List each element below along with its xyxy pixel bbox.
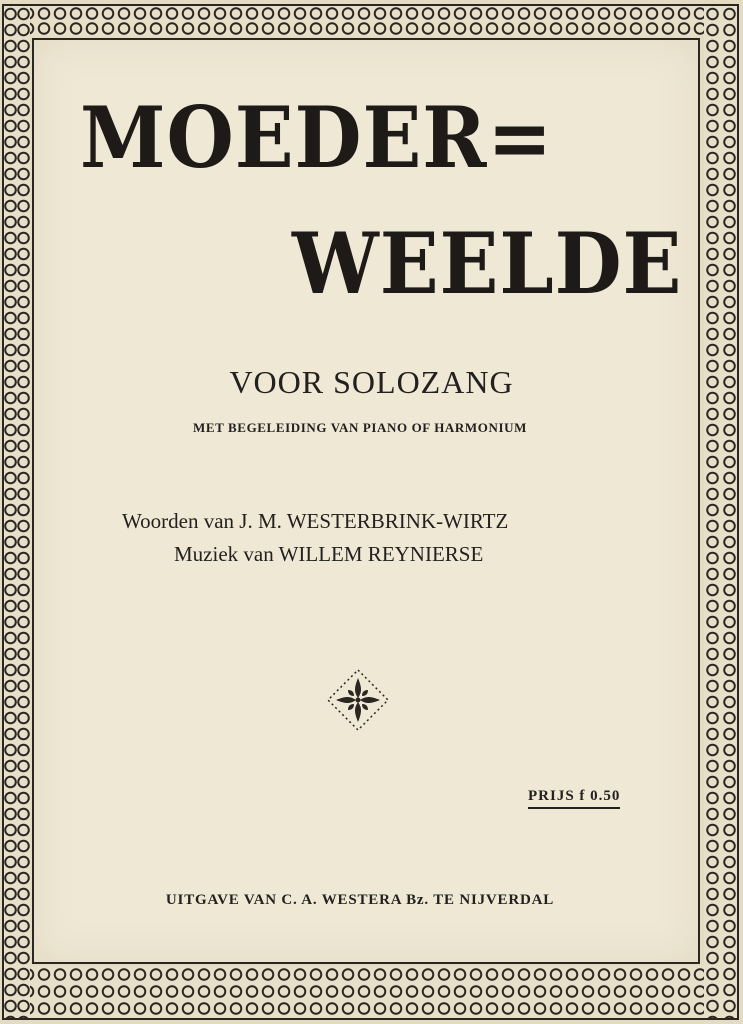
subtitle: VOOR SOLOZANG [229,364,514,400]
words-credit: Woorden van J. M. WESTERBRINK-WIRTZ [122,509,509,533]
accompaniment-note: MET BEGELEIDING VAN PIANO OF HARMONIUM [193,420,527,435]
title-line-2: WEELDE [292,214,683,313]
music-credit: Muziek van WILLEM REYNIERSE [174,542,484,566]
title-line-1: MOEDER= [80,88,554,187]
price-label: PRIJS f 0.50 [528,788,620,809]
credits [122,505,508,571]
publisher-line: UITGAVE VAN C. A. WESTERA Bz. TE NIJVERDAL [165,892,555,908]
fleuron-ornament-icon [326,668,390,732]
